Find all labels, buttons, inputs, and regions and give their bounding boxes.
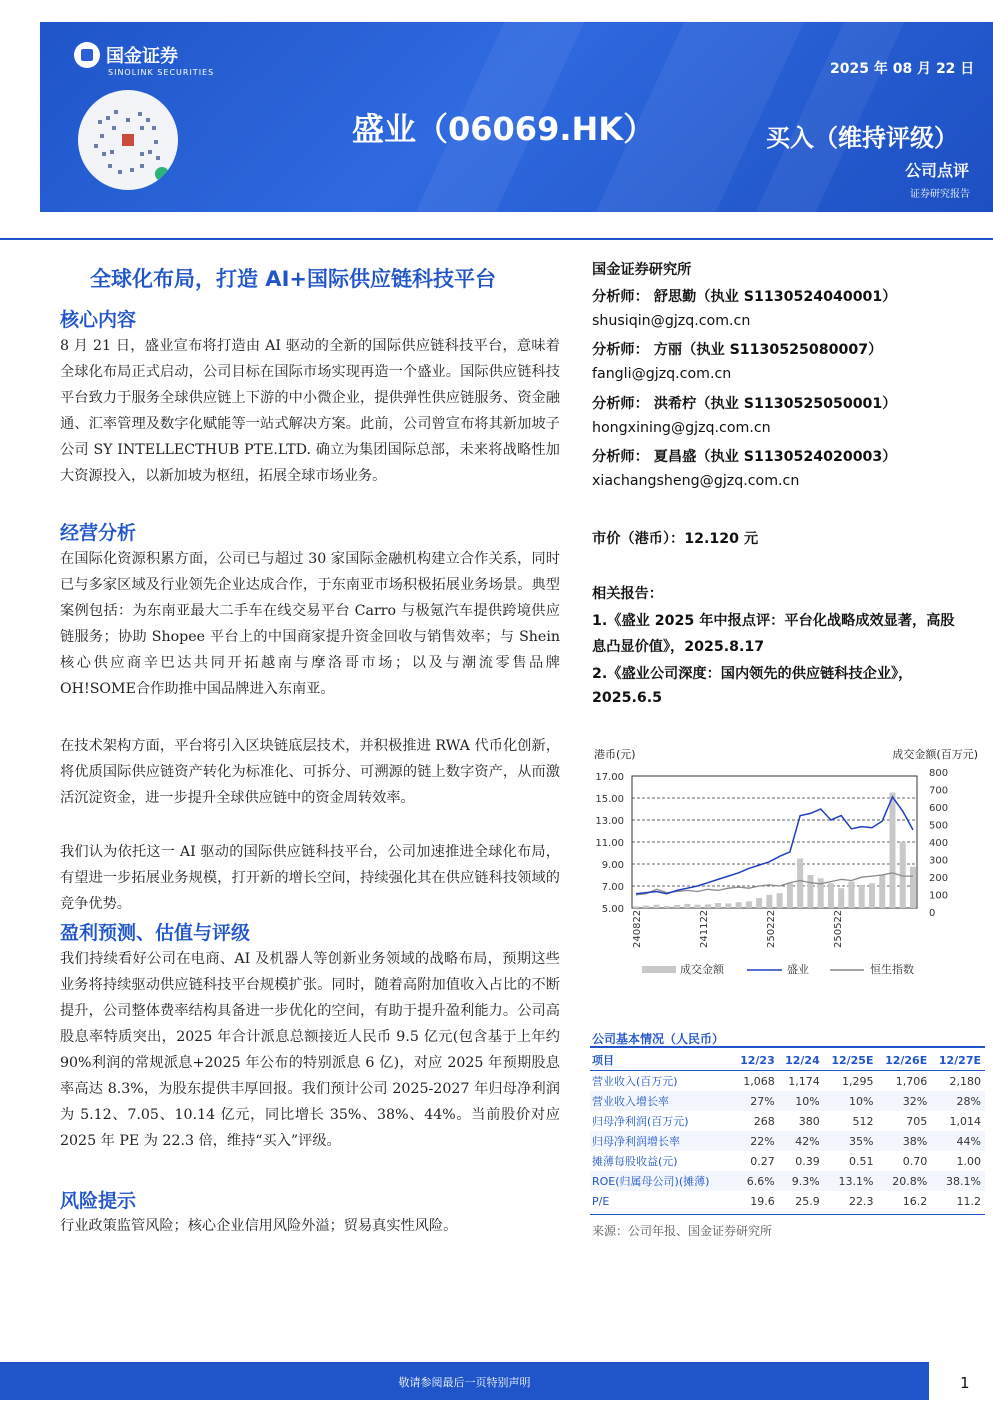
section-title-risk: 风险提示 <box>60 1190 137 1212</box>
table-cell: 13.1% <box>824 1171 878 1191</box>
table-source: 来源：公司年报、国金证券研究所 <box>592 1224 773 1238</box>
market-price: 市价（港币）：12.120 元 <box>592 531 759 547</box>
row-label: ROE(归属母公司)(摊薄) <box>590 1171 734 1191</box>
analyst-line: 分析师： 方丽（执业 S1130525080007） <box>592 342 883 358</box>
table-cell: 0.39 <box>795 1154 820 1168</box>
table-cell: 1,014 <box>949 1114 981 1128</box>
volume-bar <box>736 902 742 908</box>
analyst-email[interactable]: shusiqin@gjzq.com.cn <box>592 313 751 329</box>
y-tick-label-right: 100 <box>929 890 949 902</box>
volume-bar <box>879 875 885 908</box>
table-cell: 20.8% <box>877 1171 931 1191</box>
table-cell: 0.70 <box>902 1154 928 1168</box>
volume-bar <box>766 895 772 908</box>
table-cell: 380 <box>798 1114 820 1128</box>
analyst-line: 分析师： 洪希柠（执业 S1130525050001） <box>592 396 897 412</box>
table-cell: 0.51 <box>848 1154 874 1168</box>
volume-bar <box>705 904 711 908</box>
table-header-row <box>590 1050 985 1071</box>
volume-bar <box>684 904 690 908</box>
volume-bar <box>848 882 854 908</box>
table-cell: 32% <box>877 1091 931 1111</box>
volume-bar <box>859 885 865 908</box>
x-tick-label: 240822 <box>632 909 643 948</box>
table-cell: 19.6 <box>750 1194 775 1208</box>
logo-cn: 国金证券 <box>106 46 178 67</box>
table-row <box>590 1071 985 1092</box>
table-title: 公司基本情况（人民币） <box>592 1032 725 1046</box>
y-tick-label-right: 500 <box>929 820 949 832</box>
table-cell: 1,295 <box>841 1074 874 1088</box>
volume-bar <box>777 893 783 908</box>
volume-bar <box>746 901 752 908</box>
divider <box>0 238 993 240</box>
y-tick-label-right: 300 <box>929 855 949 867</box>
table-cell: 22.3 <box>848 1194 874 1208</box>
related-report[interactable]: 1.《盛业 2025 年中报点评：平台化战略成效显著，高股 <box>592 613 955 629</box>
y-tick-label-left: 15.00 <box>595 794 624 805</box>
volume-bar <box>787 883 793 908</box>
table-cell: 1.00 <box>956 1154 981 1168</box>
analyst-email[interactable]: xiachangsheng@gjzq.com.cn <box>592 473 800 489</box>
paragraph: 在技术架构方面，平台将引入区块链底层技术，并积极推进 RWA 代币化创新，将优质国际供应链资产转化为标准化、可拆分、可溯源的链上数字资产，从而激活沉淀资金，进一步提升全球供应链中的资金周转效率。 <box>60 738 560 806</box>
y-tick-label-right: 400 <box>929 838 949 849</box>
table-row <box>590 1191 985 1211</box>
divider <box>590 1214 985 1215</box>
page-number: 1 <box>960 1374 970 1392</box>
y-tick-label-right: 600 <box>929 803 949 814</box>
column-header: 12/27E <box>938 1053 981 1067</box>
table-cell: 9.3% <box>779 1171 824 1191</box>
table-cell: 42% <box>779 1131 824 1151</box>
x-tick-label: 250222 <box>766 909 777 948</box>
table-cell: 38.1% <box>931 1171 985 1191</box>
volume-bar <box>797 859 803 909</box>
y-tick-label-right: 200 <box>929 873 949 884</box>
table-cell: 27% <box>734 1091 779 1111</box>
column-header: 12/23 <box>740 1053 775 1067</box>
volume-bar <box>756 898 762 908</box>
headline: 全球化布局，打造 AI+国际供应链科技平台 <box>90 267 496 291</box>
y-tick-label-left: 13.00 <box>595 816 624 827</box>
table-row <box>590 1091 985 1111</box>
related-report[interactable]: 2025.6.5 <box>592 690 663 706</box>
financial-table <box>590 1050 985 1211</box>
related-report[interactable]: 息凸显价值》，2025.8.17 <box>592 639 765 655</box>
table-cell: 22% <box>734 1131 779 1151</box>
y-tick-label-left: 7.00 <box>601 882 624 893</box>
table-row <box>590 1131 985 1151</box>
analyst-email[interactable]: hongxining@gjzq.com.cn <box>592 420 771 436</box>
volume-bar <box>889 793 895 909</box>
paragraph: 行业政策监管风险；核心企业信用风险外溢；贸易真实性风险。 <box>60 1218 458 1234</box>
paragraph: 我们认为依托这一 AI 驱动的国际供应链科技平台，公司加速推进全球化布局，有望进一步拓展业务规模，打开新的增长空间，持续强化其在供应链科技领域的竞争优势。 <box>60 844 560 912</box>
table-cell: 0.27 <box>750 1154 775 1168</box>
paragraph: 我们持续看好公司在电商、AI 及机器人等创新业务领域的战略布局，预期这些业务将持续驱动供应链科技平台规模扩张。同时，随着高附加值收入占比的不断提升，公司整体费率结构具备进一步优化的空间，有助于提升盈利能力。公司高股息率特质突出，2025 年合计派息总额接近人民币 9.5 亿元(包含基于上年约 90%利润的常规派息+2025 年公布的特别派息 6 亿)，对应 2025 年预期股息率高达 8.3%，为股东提供丰厚回报。我们预计公司 2025-2027 年归母净利润为 5.12、7.05、10.14 亿元，同比增长 35%、38%、44%。当前股价对应 2025 年 PE 为 22.3 倍，维持“买入”评级。 <box>60 951 560 1149</box>
logo-icon <box>74 42 100 68</box>
legend-label: 成交金额 <box>680 963 724 976</box>
y-tick-label-right: 700 <box>929 785 949 797</box>
related-title: 相关报告： <box>592 586 663 602</box>
report-date: 2025 年 08 月 22 日 <box>830 61 975 77</box>
row-label: 摊薄每股收益(元) <box>592 1155 678 1168</box>
column-header: 项目 <box>592 1054 614 1067</box>
volume-bar <box>664 906 670 908</box>
volume-bar <box>910 867 916 908</box>
section-title-forecast: 盈利预测、估值与评级 <box>60 922 251 944</box>
table-row <box>590 1171 985 1191</box>
row-label: P/E <box>592 1194 610 1208</box>
x-tick-label: 241122 <box>699 909 710 948</box>
volume-bar <box>633 906 639 908</box>
analyst-line: 分析师： 舒思勤（执业 S1130524040001） <box>592 289 897 305</box>
report-type: 公司点评 <box>905 161 970 180</box>
column-header: 12/24 <box>785 1053 820 1067</box>
volume-bar <box>654 905 660 908</box>
table-cell: 16.2 <box>902 1194 928 1208</box>
institute: 国金证券研究所 <box>592 262 692 278</box>
legend-label: 恒生指数 <box>870 963 914 976</box>
paragraph: 8 月 21 日，盛业宣布将打造由 AI 驱动的全新的国际供应链科技平台，意味着全球化布局正式启动，公司目标在国际市场实现再造一个盛业。国际供应链科技平台致力于服务全球供应链上下游的中小微企业，提供弹性供应链服务、资金融通、汇率管理及数字化赋能等一站式解决方案。此前，公司曾宣布将其新加坡子公司 SY INTELLECTHUB PTE.LTD. 确立为集团国际总部，未来将战略性加大资源投入，以新加坡为枢纽，拓展全球市场业务。 <box>60 338 560 484</box>
legend-label: 盛业 <box>787 963 809 976</box>
logo-en: SINOLINK SECURITIES <box>108 68 215 77</box>
price-chart <box>592 740 982 990</box>
volume-bar <box>807 875 813 908</box>
volume-bar <box>838 888 844 908</box>
row-label: 营业收入(百万元) <box>592 1075 678 1088</box>
legend-swatch-volume <box>642 966 676 973</box>
table-cell: 28% <box>931 1091 985 1111</box>
volume-bar <box>695 905 701 908</box>
table-cell: 1,706 <box>895 1074 928 1088</box>
table-cell: 10% <box>824 1091 878 1111</box>
related-report[interactable]: 2.《盛业公司深度：国内领先的供应链科技企业》， <box>592 666 913 682</box>
table-cell: 1,068 <box>743 1074 775 1088</box>
qr-code-icon <box>78 90 178 190</box>
volume-bar <box>828 883 834 908</box>
y-tick-label-left: 11.00 <box>595 838 624 849</box>
table-cell: 6.6% <box>734 1171 779 1191</box>
volume-bar <box>643 906 649 908</box>
table-cell: 1,174 <box>788 1074 820 1088</box>
y-tick-label-left: 5.00 <box>601 904 624 915</box>
table-cell: 10% <box>779 1091 824 1111</box>
rating: 买入（维持评级） <box>766 124 958 152</box>
footer-disclaimer[interactable]: 敬请参阅最后一页特别声明 <box>398 1376 531 1389</box>
volume-bar <box>869 883 875 908</box>
y-axis-label-left: 港币(元) <box>594 748 636 761</box>
table-cell: 44% <box>931 1131 985 1151</box>
volume-bar <box>674 905 680 908</box>
table-cell: 38% <box>877 1131 931 1151</box>
company-logo <box>74 42 215 77</box>
row-label: 营业收入增长率 <box>590 1091 734 1111</box>
report-subtitle: 证券研究报告 <box>910 189 970 200</box>
volume-bar <box>715 903 721 908</box>
y-tick-label-right: 800 <box>929 768 949 779</box>
divider <box>590 1046 985 1048</box>
column-header: 12/26E <box>885 1053 928 1067</box>
volume-bar <box>725 903 731 908</box>
table-cell: 2,180 <box>949 1074 981 1088</box>
table-cell: 11.2 <box>956 1194 981 1208</box>
section-title-core: 核心内容 <box>60 309 137 331</box>
table-cell: 35% <box>824 1131 878 1151</box>
table-cell: 268 <box>753 1114 775 1128</box>
table-cell: 512 <box>852 1114 874 1128</box>
table-cell: 705 <box>906 1114 928 1128</box>
analyst-email[interactable]: fangli@gjzq.com.cn <box>592 366 732 382</box>
y-axis-label-right: 成交金额(百万元) <box>892 748 978 761</box>
row-label: 归母净利润增长率 <box>590 1131 734 1151</box>
y-tick-label-left: 17.00 <box>595 772 624 783</box>
y-tick-label-left: 9.00 <box>601 860 624 871</box>
table-cell: 25.9 <box>795 1194 820 1208</box>
analyst-line: 分析师： 夏昌盛（执业 S1130524020003） <box>592 449 897 465</box>
stock-title: 盛业（06069.HK） <box>352 110 656 148</box>
paragraph: 在国际化资源积累方面，公司已与超过 30 家国际金融机构建立合作关系，同时已与多家区域及行业领先企业达成合作，于东南亚市场积极拓展业务场景。典型案例包括：为东南亚最大二手车在线交易平台 Carro 与极氪汽车提供跨境供应链服务；协助 Shopee 平台上的中国商家提升资金回收与销售效率；与 Shein 核心供应商辛巴达共同开拓越南与摩洛哥市场；以及与潮流零售品牌OH!SOME合作助推中国品牌进入东南亚。 <box>60 551 560 697</box>
series-line-stock <box>636 797 913 894</box>
column-header: 12/25E <box>831 1053 874 1067</box>
y-tick-label-right: 0 <box>929 908 936 919</box>
table-row <box>590 1151 985 1171</box>
x-tick-label: 250522 <box>833 909 844 948</box>
table-row <box>590 1111 985 1131</box>
section-title-ops: 经营分析 <box>60 522 137 544</box>
row-label: 归母净利润(百万元) <box>592 1115 689 1128</box>
